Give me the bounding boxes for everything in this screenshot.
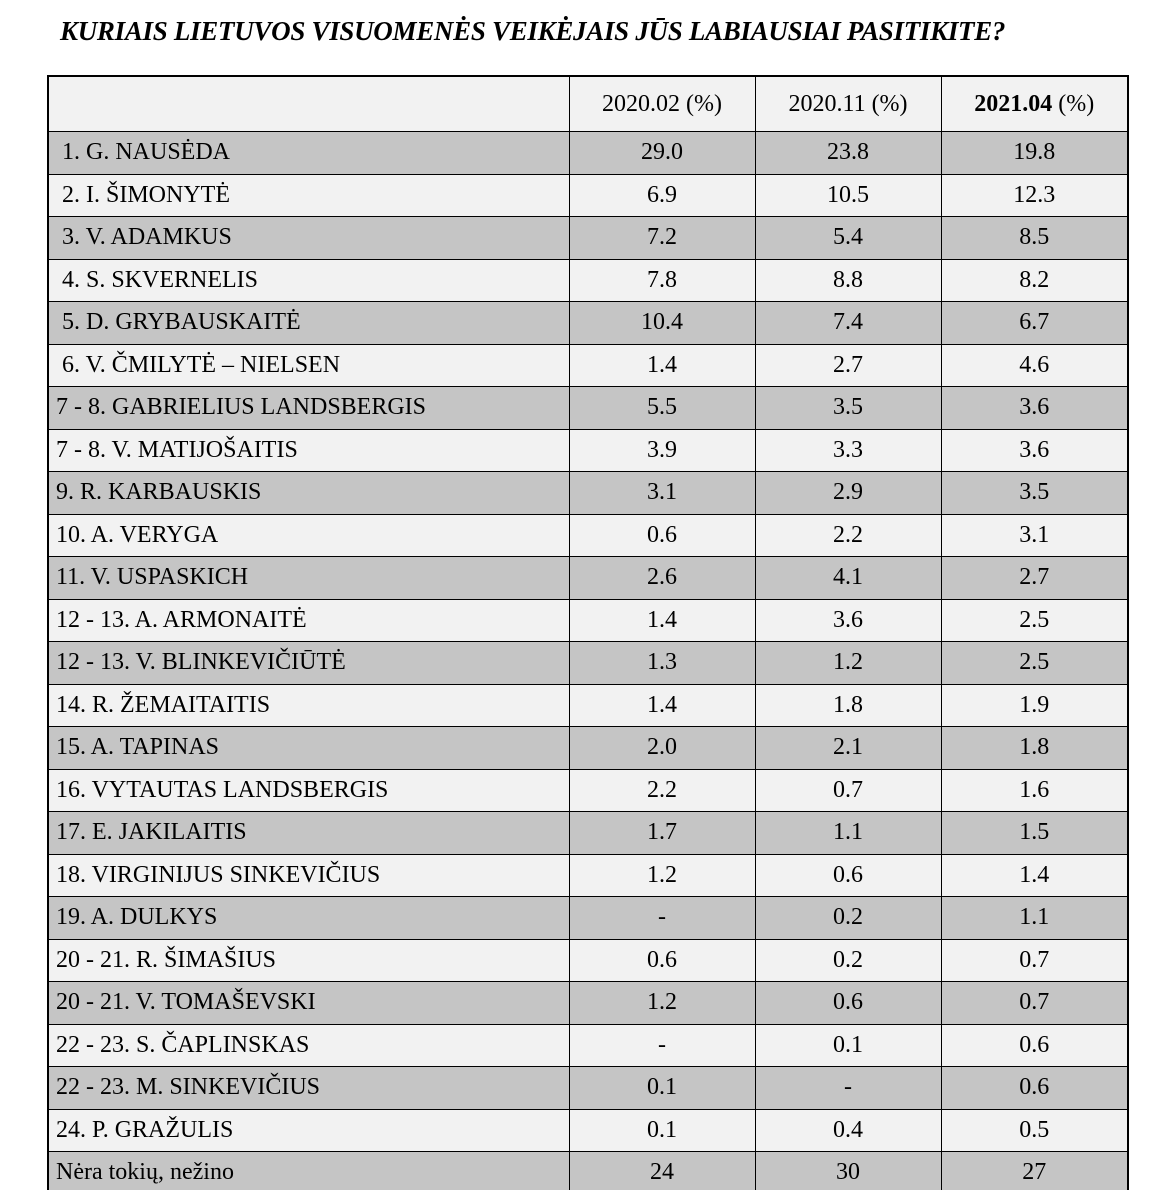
percentage-value-cell: 8.8 (755, 259, 941, 302)
person-label-cell: 19. A. DULKYS (48, 897, 569, 940)
person-label-cell: 18. VIRGINIJUS SINKEVIČIUS (48, 854, 569, 897)
percentage-value-cell: 1.2 (755, 642, 941, 685)
table-row (48, 939, 1128, 982)
table-row (48, 1109, 1128, 1152)
percentage-value-cell: 1.1 (941, 897, 1128, 940)
percentage-value-cell: 0.6 (569, 939, 755, 982)
header-2020-02: 2020.02 (%) (569, 76, 755, 132)
percentage-value-cell: 23.8 (755, 132, 941, 175)
percentage-value-cell: 2.5 (941, 642, 1128, 685)
percentage-value-cell: 1.4 (569, 599, 755, 642)
person-label-cell: 6. V. ČMILYTĖ – NIELSEN (48, 344, 569, 387)
percentage-value-cell: 0.2 (755, 939, 941, 982)
percentage-value-cell: 1.7 (569, 812, 755, 855)
table-row (48, 344, 1128, 387)
percentage-value-cell: 27 (941, 1152, 1128, 1190)
percentage-value-cell: 4.1 (755, 557, 941, 600)
percentage-value-cell: 0.1 (569, 1109, 755, 1152)
percentage-value-cell: 3.1 (941, 514, 1128, 557)
percentage-value-cell: 1.4 (569, 344, 755, 387)
percentage-value-cell: 2.1 (755, 727, 941, 770)
person-label-cell: 12 - 13. A. ARMONAITĖ (48, 599, 569, 642)
person-label-cell: 22 - 23. S. ČAPLINSKAS (48, 1024, 569, 1067)
percentage-value-cell: 5.4 (755, 217, 941, 260)
person-label-cell: 16. VYTAUTAS LANDSBERGIS (48, 769, 569, 812)
percentage-value-cell: 3.6 (941, 387, 1128, 430)
header-2020-11: 2020.11 (%) (755, 76, 941, 132)
percentage-value-cell: 1.8 (755, 684, 941, 727)
table-row (48, 599, 1128, 642)
percentage-value-cell: 2.7 (755, 344, 941, 387)
percentage-value-cell: 0.4 (755, 1109, 941, 1152)
percentage-value-cell: 7.2 (569, 217, 755, 260)
person-label-cell: 3. V. ADAMKUS (48, 217, 569, 260)
trust-survey-table (47, 75, 1129, 1190)
percentage-value-cell: 4.6 (941, 344, 1128, 387)
percentage-value-cell: 0.7 (941, 939, 1128, 982)
percentage-value-cell: 10.4 (569, 302, 755, 345)
person-label-cell: 20 - 21. V. TOMAŠEVSKI (48, 982, 569, 1025)
percentage-value-cell: 7.8 (569, 259, 755, 302)
table-row (48, 132, 1128, 175)
percentage-value-cell: 0.6 (755, 982, 941, 1025)
percentage-value-cell: 3.1 (569, 472, 755, 515)
percentage-value-cell: 3.6 (755, 599, 941, 642)
person-label-cell: 5. D. GRYBAUSKAITĖ (48, 302, 569, 345)
percentage-value-cell: 3.5 (941, 472, 1128, 515)
person-label-cell: 12 - 13. V. BLINKEVIČIŪTĖ (48, 642, 569, 685)
table-row (48, 302, 1128, 345)
percentage-value-cell: 24 (569, 1152, 755, 1190)
percentage-value-cell: 2.2 (755, 514, 941, 557)
percentage-value-cell: - (569, 897, 755, 940)
header-2021-04-unit: (%) (1052, 90, 1095, 117)
person-label-cell: 2. I. ŠIMONYTĖ (48, 174, 569, 217)
person-label-cell: 15. A. TAPINAS (48, 727, 569, 770)
percentage-value-cell: 1.8 (941, 727, 1128, 770)
percentage-value-cell: 12.3 (941, 174, 1128, 217)
percentage-value-cell: 1.2 (569, 854, 755, 897)
header-row (48, 76, 1128, 132)
table-row (48, 387, 1128, 430)
table-row (48, 557, 1128, 600)
percentage-value-cell: 0.1 (755, 1024, 941, 1067)
table-row (48, 514, 1128, 557)
person-label-cell: 1. G. NAUSĖDA (48, 132, 569, 175)
percentage-value-cell: 10.5 (755, 174, 941, 217)
percentage-value-cell: 2.2 (569, 769, 755, 812)
percentage-value-cell: 6.9 (569, 174, 755, 217)
table-row (48, 769, 1128, 812)
percentage-value-cell: 30 (755, 1152, 941, 1190)
person-label-cell: 11. V. USPASKICH (48, 557, 569, 600)
page-title: KURIAIS LIETUVOS VISUOMENĖS VEIKĖJAIS JŪS LABIAUSIAI PASITIKITE? (60, 16, 1006, 46)
table-header (48, 76, 1128, 132)
percentage-value-cell: 8.2 (941, 259, 1128, 302)
percentage-value-cell: 0.6 (941, 1024, 1128, 1067)
percentage-value-cell: 6.7 (941, 302, 1128, 345)
percentage-value-cell: 1.5 (941, 812, 1128, 855)
percentage-value-cell: 2.6 (569, 557, 755, 600)
percentage-value-cell: 2.5 (941, 599, 1128, 642)
table-row (48, 812, 1128, 855)
person-label-cell: 17. E. JAKILAITIS (48, 812, 569, 855)
table-row (48, 642, 1128, 685)
table-body (48, 132, 1128, 1190)
percentage-value-cell: 3.6 (941, 429, 1128, 472)
person-label-cell: 10. A. VERYGA (48, 514, 569, 557)
header-name-column (48, 76, 569, 132)
person-label-cell: 4. S. SKVERNELIS (48, 259, 569, 302)
percentage-value-cell: 1.6 (941, 769, 1128, 812)
percentage-value-cell: 5.5 (569, 387, 755, 430)
table-row (48, 217, 1128, 260)
percentage-value-cell: 0.7 (941, 982, 1128, 1025)
person-label-cell: 7 - 8. V. MATIJOŠAITIS (48, 429, 569, 472)
table-row (48, 982, 1128, 1025)
percentage-value-cell: 1.2 (569, 982, 755, 1025)
table-row (48, 174, 1128, 217)
percentage-value-cell: 29.0 (569, 132, 755, 175)
percentage-value-cell: 2.9 (755, 472, 941, 515)
percentage-value-cell: 1.3 (569, 642, 755, 685)
table-row (48, 429, 1128, 472)
percentage-value-cell: 2.7 (941, 557, 1128, 600)
table-row (48, 897, 1128, 940)
table-row (48, 684, 1128, 727)
percentage-value-cell: 1.4 (941, 854, 1128, 897)
percentage-value-cell: 3.5 (755, 387, 941, 430)
percentage-value-cell: 8.5 (941, 217, 1128, 260)
percentage-value-cell: - (569, 1024, 755, 1067)
percentage-value-cell: 0.6 (569, 514, 755, 557)
table-row (48, 1152, 1128, 1190)
person-label-cell: 22 - 23. M. SINKEVIČIUS (48, 1067, 569, 1110)
table-row (48, 1024, 1128, 1067)
percentage-value-cell: 2.0 (569, 727, 755, 770)
percentage-value-cell: - (755, 1067, 941, 1110)
percentage-value-cell: 0.6 (755, 854, 941, 897)
percentage-value-cell: 3.9 (569, 429, 755, 472)
header-2021-04-date: 2021.04 (974, 90, 1053, 117)
person-label-cell: 20 - 21. R. ŠIMAŠIUS (48, 939, 569, 982)
percentage-value-cell: 3.3 (755, 429, 941, 472)
percentage-value-cell: 0.1 (569, 1067, 755, 1110)
percentage-value-cell: 1.1 (755, 812, 941, 855)
table-row (48, 259, 1128, 302)
percentage-value-cell: 0.6 (941, 1067, 1128, 1110)
person-label-cell: 24. P. GRAŽULIS (48, 1109, 569, 1152)
percentage-value-cell: 0.2 (755, 897, 941, 940)
header-2021-04 (941, 76, 1128, 132)
table-row (48, 854, 1128, 897)
percentage-value-cell: 1.4 (569, 684, 755, 727)
percentage-value-cell: 0.5 (941, 1109, 1128, 1152)
percentage-value-cell: 1.9 (941, 684, 1128, 727)
table-row (48, 1067, 1128, 1110)
table-row (48, 727, 1128, 770)
person-label-cell: 9. R. KARBAUSKIS (48, 472, 569, 515)
percentage-value-cell: 0.7 (755, 769, 941, 812)
percentage-value-cell: 7.4 (755, 302, 941, 345)
percentage-value-cell: 19.8 (941, 132, 1128, 175)
person-label-cell: Nėra tokių, nežino (48, 1152, 569, 1190)
person-label-cell: 7 - 8. GABRIELIUS LANDSBERGIS (48, 387, 569, 430)
table-row (48, 472, 1128, 515)
person-label-cell: 14. R. ŽEMAITAITIS (48, 684, 569, 727)
